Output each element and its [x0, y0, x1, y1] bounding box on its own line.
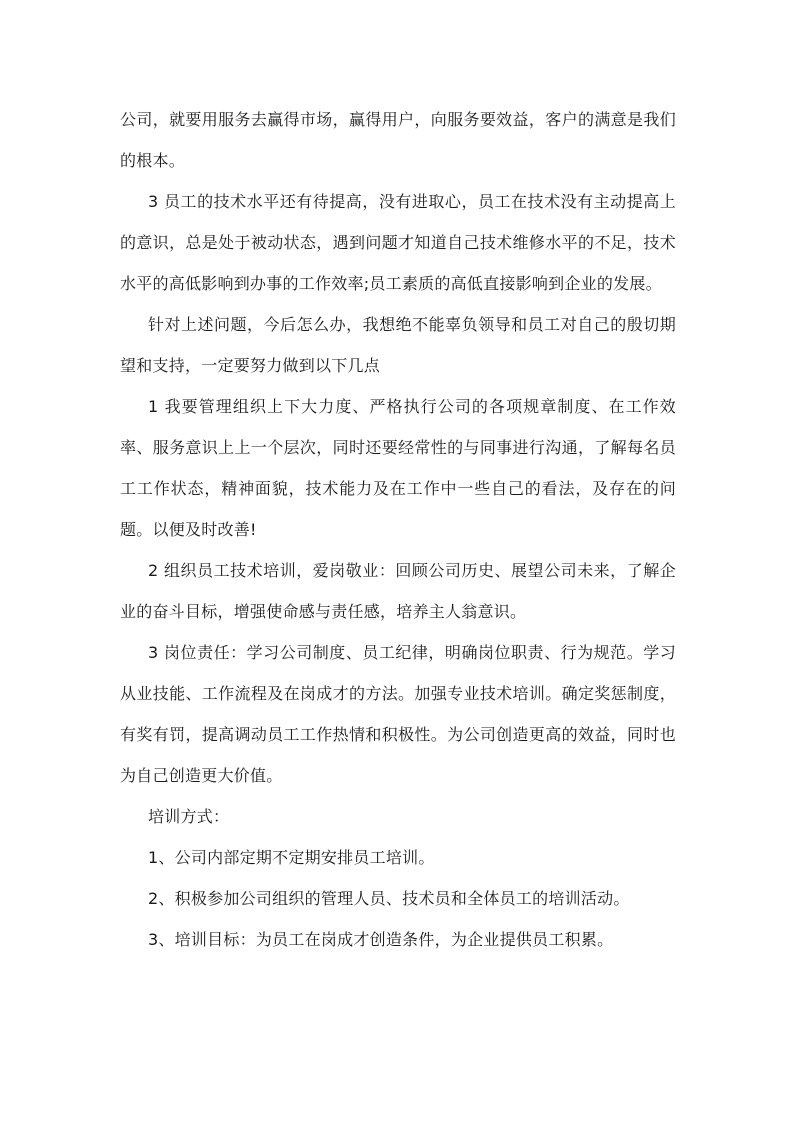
document-body — [120, 99, 676, 960]
paragraph-training-item-3: 3、培训目标：为员工在岗成才创造条件，为企业提供员工积累。 — [148, 930, 614, 949]
paragraph-measure-2: 2 组织员工技术培训，爱岗敬业：回顾公司历史、展望公司未来，了解企业的奋斗目标，增强使命感与责任感，培养主人翁意识。 — [120, 561, 676, 621]
paragraph-measure-3: 3 岗位责任：学习公司制度、员工纪律，明确岗位职责、行为规范。学习从业技能、工作流程及在岗成才的方法。加强专业技术培训。确定奖惩制度，有奖有罚，提高调动员工工作热情和积极性。为公司创造更高的效益，同时也为自己创造更大价值。 — [120, 643, 676, 785]
paragraph-response-intro: 针对上述问题，今后怎么办，我想绝不能辜负领导和员工对自己的殷切期望和支持，一定要努力做到以下几点 — [120, 315, 676, 375]
paragraph-training-item-2: 2、积极参加公司组织的管理人员、技术员和全体员工的培训活动。 — [148, 889, 630, 908]
paragraph-problem-3: 3 员工的技术水平还有待提高，没有进取心，员工在技术没有主动提高上的意识，总是处于被动状态，遇到问题才知道自己技术维修水平的不足，技术水平的高低影响到办事的工作效率;员工素质的高低直接影响到企业的发展。 — [120, 192, 676, 293]
paragraph-measure-1: 1 我要管理组织上下大力度、严格执行公司的各项规章制度、在工作效率、服务意识上上一个层次，同时还要经常性的与同事进行沟通，了解每名员工工作状态，精神面貌，技术能力及在工作中一些自己的看法，及存在的问题。以便及时改善! — [120, 397, 676, 539]
paragraph-training-item-1: 1、公司内部定期不定期安排员工培训。 — [148, 848, 435, 867]
paragraph-continuation: 公司，就要用服务去赢得市场，赢得用户，向服务要效益，客户的满意是我们的根本。 — [120, 110, 676, 170]
paragraph-training-heading: 培训方式： — [148, 807, 230, 826]
